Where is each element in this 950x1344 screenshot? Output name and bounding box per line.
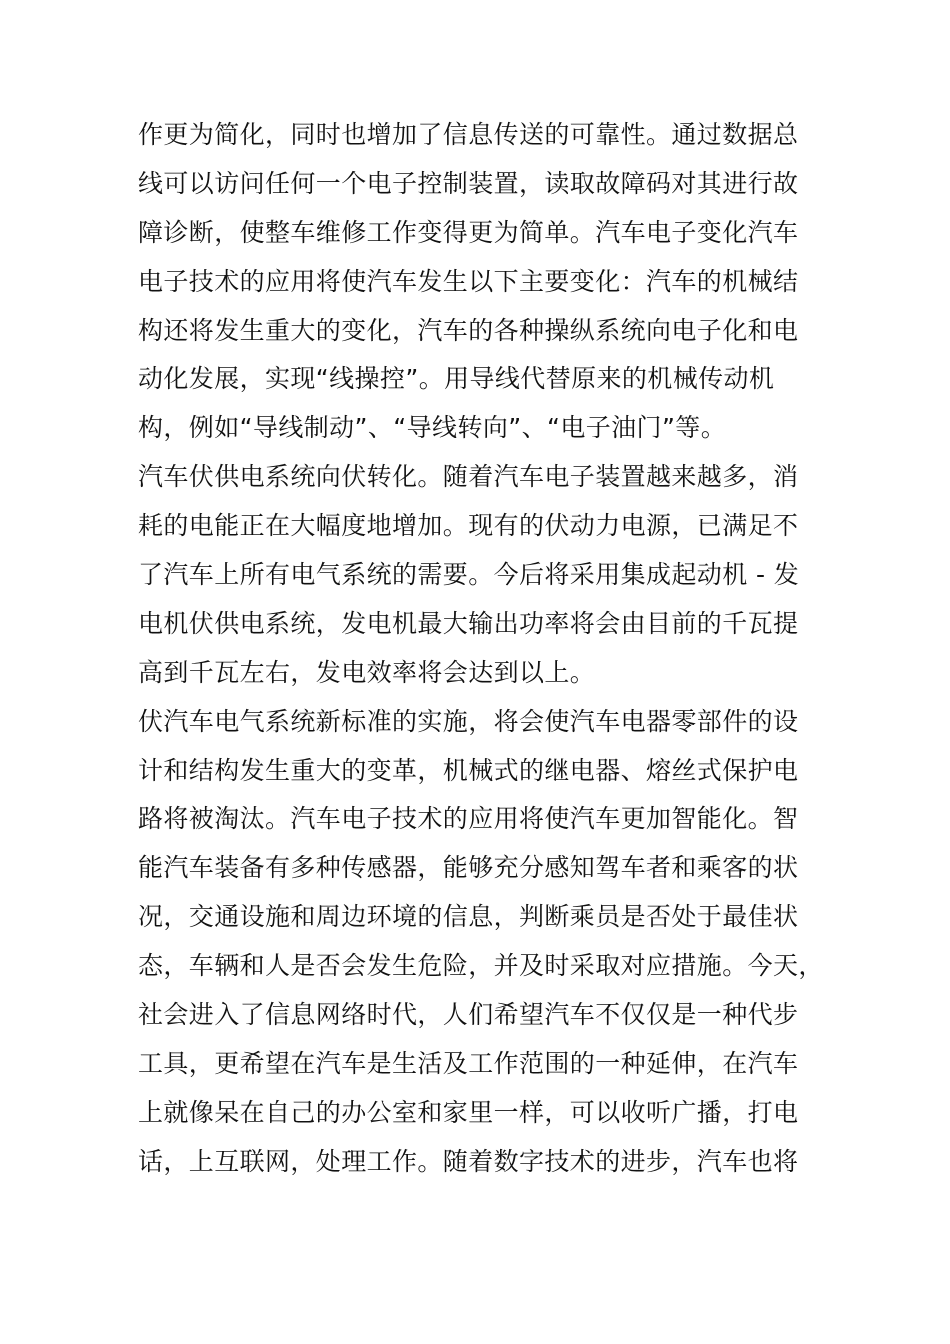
text-line: 能汽车装备有多种传感器，能够充分感知驾车者和乘客的状 [138, 853, 799, 883]
text-line: 汽车伏供电系统向伏转化。随着汽车电子装置越来越多，消 [138, 462, 799, 492]
text-line: 计和结构发生重大的变革，机械式的继电器、熔丝式保护电 [138, 755, 799, 785]
text-line: 动化发展，实现“线操控”。用导线代替原来的机械传动机 [138, 364, 775, 394]
text-line: 电子技术的应用将使汽车发生以下主要变化：汽车的机械结 [138, 266, 799, 296]
text-line: 了汽车上所有电气系统的需要。今后将采用集成起动机 - 发 [138, 560, 800, 590]
text-line: 构还将发生重大的变化，汽车的各种操纵系统向电子化和电 [138, 315, 799, 345]
text-line: 伏汽车电气系统新标准的实施，将会使汽车电器零部件的设 [138, 706, 799, 736]
text-line: 构，例如“导线制动”、“导线转向”、“电子油门”等。 [138, 413, 727, 443]
text-line: 作更为简化，同时也增加了信息传送的可靠性。通过数据总 [138, 120, 799, 149]
text-line: 电机伏供电系统，发电机最大输出功率将会由目前的千瓦提 [138, 608, 799, 638]
text-line: 障诊断，使整车维修工作变得更为简单。汽车电子变化汽车 [138, 217, 799, 247]
text-line: 工具，更希望在汽车是生活及工作范围的一种延伸，在汽车 [138, 1048, 799, 1078]
text-line: 高到千瓦左右，发电效率将会达到以上。 [138, 657, 596, 687]
text-line: 上就像呆在自己的办公室和家里一样，可以收听广播，打电 [138, 1097, 799, 1127]
text-line: 社会进入了信息网络时代，人们希望汽车不仅仅是一种代步 [138, 1000, 799, 1030]
text-line: 话，上互联网，处理工作。随着数字技术的进步，汽车也将 [138, 1146, 799, 1176]
body-text [138, 111, 828, 1187]
text-line: 路将被淘汰。汽车电子技术的应用将使汽车更加智能化。智 [138, 804, 799, 834]
text-line: 况，交通设施和周边环境的信息，判断乘员是否处于最佳状 [138, 902, 799, 932]
text-line: 线可以访问任何一个电子控制装置，读取故障码对其进行故 [138, 168, 799, 198]
text-line: 态，车辆和人是否会发生危险，并及时采取对应措施。今天， [138, 951, 824, 981]
text-line: 耗的电能正在大幅度地增加。现有的伏动力电源，已满足不 [138, 511, 799, 541]
